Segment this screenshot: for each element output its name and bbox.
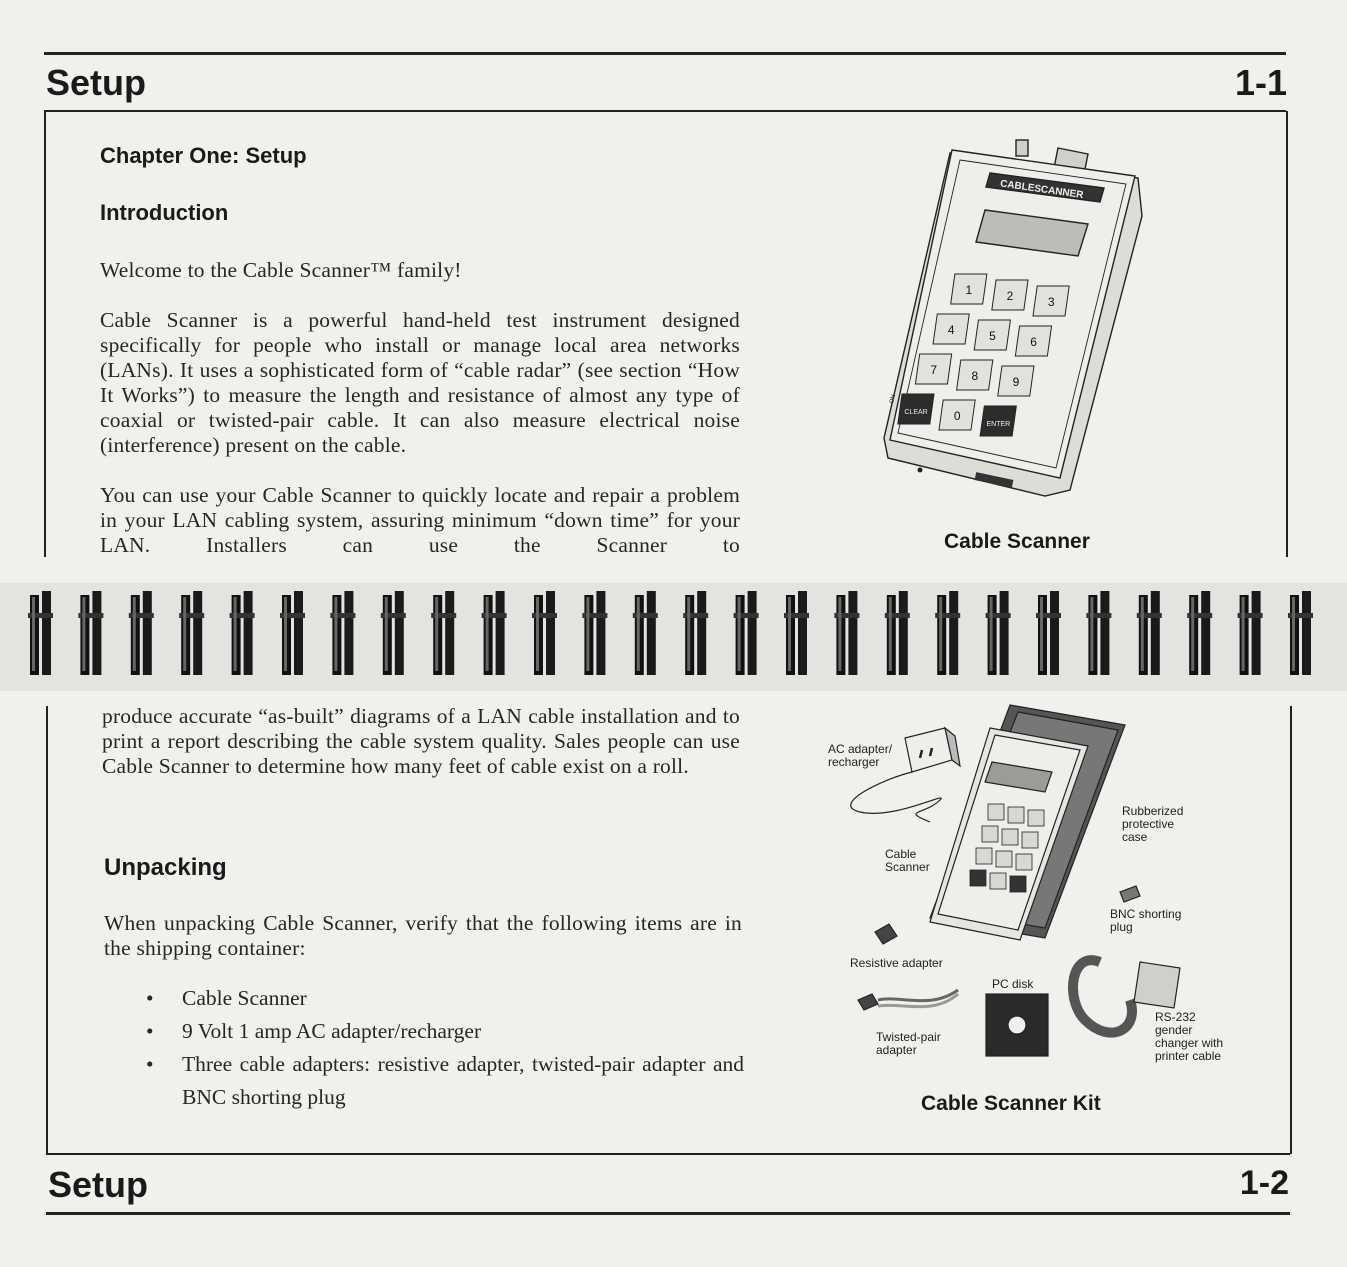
kit-keypad-key [1016, 854, 1032, 870]
cable-scanner-caption: Cable Scanner [944, 530, 1090, 553]
keypad-key-label: 5 [989, 329, 996, 343]
kit-keypad-key [970, 870, 986, 886]
spiral-coil [885, 591, 910, 675]
intro-paragraph-1 [100, 308, 740, 458]
continued-paragraph [102, 704, 740, 779]
spiral-coil [78, 591, 103, 675]
device-brand: CABLESCANNER [999, 178, 1085, 202]
spiral-coil [330, 591, 355, 675]
spiral-coil [532, 591, 557, 675]
page-number-bottom: 1-2 [1239, 1164, 1289, 1202]
kit-keypad-key [996, 851, 1012, 867]
spiral-coil [230, 591, 255, 675]
keypad-key-label: 7 [930, 363, 938, 377]
spiral-coil [1036, 591, 1061, 675]
unpacking-heading: Unpacking [104, 854, 227, 881]
unpacking-intro [104, 911, 742, 961]
list-item-text: Cable Scanner [182, 986, 307, 1010]
spiral-coils [0, 583, 1347, 691]
keypad-key-label: 1 [965, 283, 973, 297]
spiral-coil [179, 591, 204, 675]
case-label: Rubberized protective case [1122, 804, 1184, 844]
keypad-key-label: 3 [1047, 295, 1055, 309]
list-item-text: 9 Volt 1 amp AC adapter/recharger [182, 1019, 482, 1043]
spiral-coil [280, 591, 305, 675]
list-item: • Three cable adapters: resistive adapter, twisted-pair adapter and BNC shorting plug [146, 1052, 744, 1109]
twisted-label: Twisted-pair adapter [876, 1030, 941, 1057]
spiral-coil [431, 591, 456, 675]
bnc-label: BNC shorting plug [1110, 907, 1182, 934]
spiral-coil [1086, 591, 1111, 675]
kit-keypad-key [1028, 810, 1044, 826]
disk-label: PC disk [992, 977, 1034, 991]
chapter-title: Chapter One: Setup [100, 143, 307, 168]
spiral-coil [28, 591, 53, 675]
spiral-coil [381, 591, 406, 675]
kit-keypad-key [990, 873, 1006, 889]
keypad-key-label: 0 [953, 409, 961, 423]
list-item-text: Three cable adapters: resistive adapter, twisted-pair adapter and BNC shorting plug [182, 1052, 744, 1109]
footer-overline [46, 1153, 1290, 1155]
spiral-coil [935, 591, 960, 675]
unpacking-intro-text: When unpacking Cable Scanner, verify that the following items are in the shipping container: [104, 911, 742, 960]
keypad-key-label: ENTER [986, 421, 1011, 428]
keypad-key-label: 8 [971, 369, 979, 383]
kit-keypad-key [1010, 876, 1026, 892]
spiral-coil [582, 591, 607, 675]
spiral-coil [1288, 591, 1313, 675]
section-title-top: Setup [46, 62, 147, 103]
svg-text:ON: ON [889, 394, 898, 405]
kit-keypad-key [1002, 829, 1018, 845]
list-item: • 9 Volt 1 amp AC adapter/recharger [146, 1019, 482, 1043]
intro-paragraph-1-text: Cable Scanner is a powerful hand-held test instrument designed specifically for people who install or manage local area networks (LANs). It uses a sophisticated form of “cable radar” (see section “How It Works”) to measure the length and resistance of almost any type of coaxial or twisted-pair cable. It can also measure electrical noise (interference) present on the cable. [100, 308, 740, 457]
scanner-label: Cable Scanner [885, 847, 930, 874]
spiral-coil [834, 591, 859, 675]
keypad-key-label: 9 [1012, 375, 1020, 389]
spiral-coil [784, 591, 809, 675]
keypad-key-label: 6 [1030, 335, 1037, 349]
kit-keypad-key [1008, 807, 1024, 823]
welcome-line: Welcome to the Cable Scanner™ family! [100, 258, 462, 282]
spiral-coil [986, 591, 1011, 675]
continued-paragraph-text: produce accurate “as-built” diagrams of a LAN cable installation and to print a report describing the cable system quality. Sales people can use Cable Scanner to determine how many feet of cable exist on a roll. [102, 704, 740, 778]
kit-keypad-key [988, 804, 1004, 820]
intro-paragraph-2 [100, 483, 740, 558]
list-item: • Cable Scanner [146, 986, 307, 1010]
spiral-coil [1137, 591, 1162, 675]
page-number-top: 1-1 [1234, 62, 1287, 103]
kit-keypad-key [982, 826, 998, 842]
ac-adapter-label: AC adapter/ recharger [828, 742, 893, 769]
keypad-key-label: 4 [947, 323, 955, 337]
keypad-key-label: CLEAR [904, 409, 928, 416]
resistive-label: Resistive adapter [850, 956, 943, 970]
spiral-coil [683, 591, 708, 675]
spiral-coil [129, 591, 154, 675]
spiral-coil [633, 591, 658, 675]
keypad-key-label: 2 [1006, 289, 1014, 303]
kit-keypad-key [976, 848, 992, 864]
kit-keypad-key [1022, 832, 1038, 848]
shipping-items-list [104, 982, 744, 1114]
spiral-coil [734, 591, 759, 675]
cable-scanner-illustration [880, 138, 1155, 498]
rs232-label: RS-232 gender changer with printer cable [1155, 1010, 1224, 1063]
top-rule [44, 52, 1286, 55]
bottom-rule [46, 1212, 1290, 1215]
introduction-heading: Introduction [100, 200, 229, 225]
section-title-bottom: Setup [48, 1164, 149, 1205]
intro-paragraph-2-text: You can use your Cable Scanner to quickly locate and repair a problem in your LAN cabling system, assuring minimum “down time” for your LAN. Installers can use the Scanner to [100, 483, 740, 557]
spiral-coil [482, 591, 507, 675]
spiral-coil [1238, 591, 1263, 675]
kit-caption: Cable Scanner Kit [921, 1092, 1101, 1115]
spiral-coil [1187, 591, 1212, 675]
